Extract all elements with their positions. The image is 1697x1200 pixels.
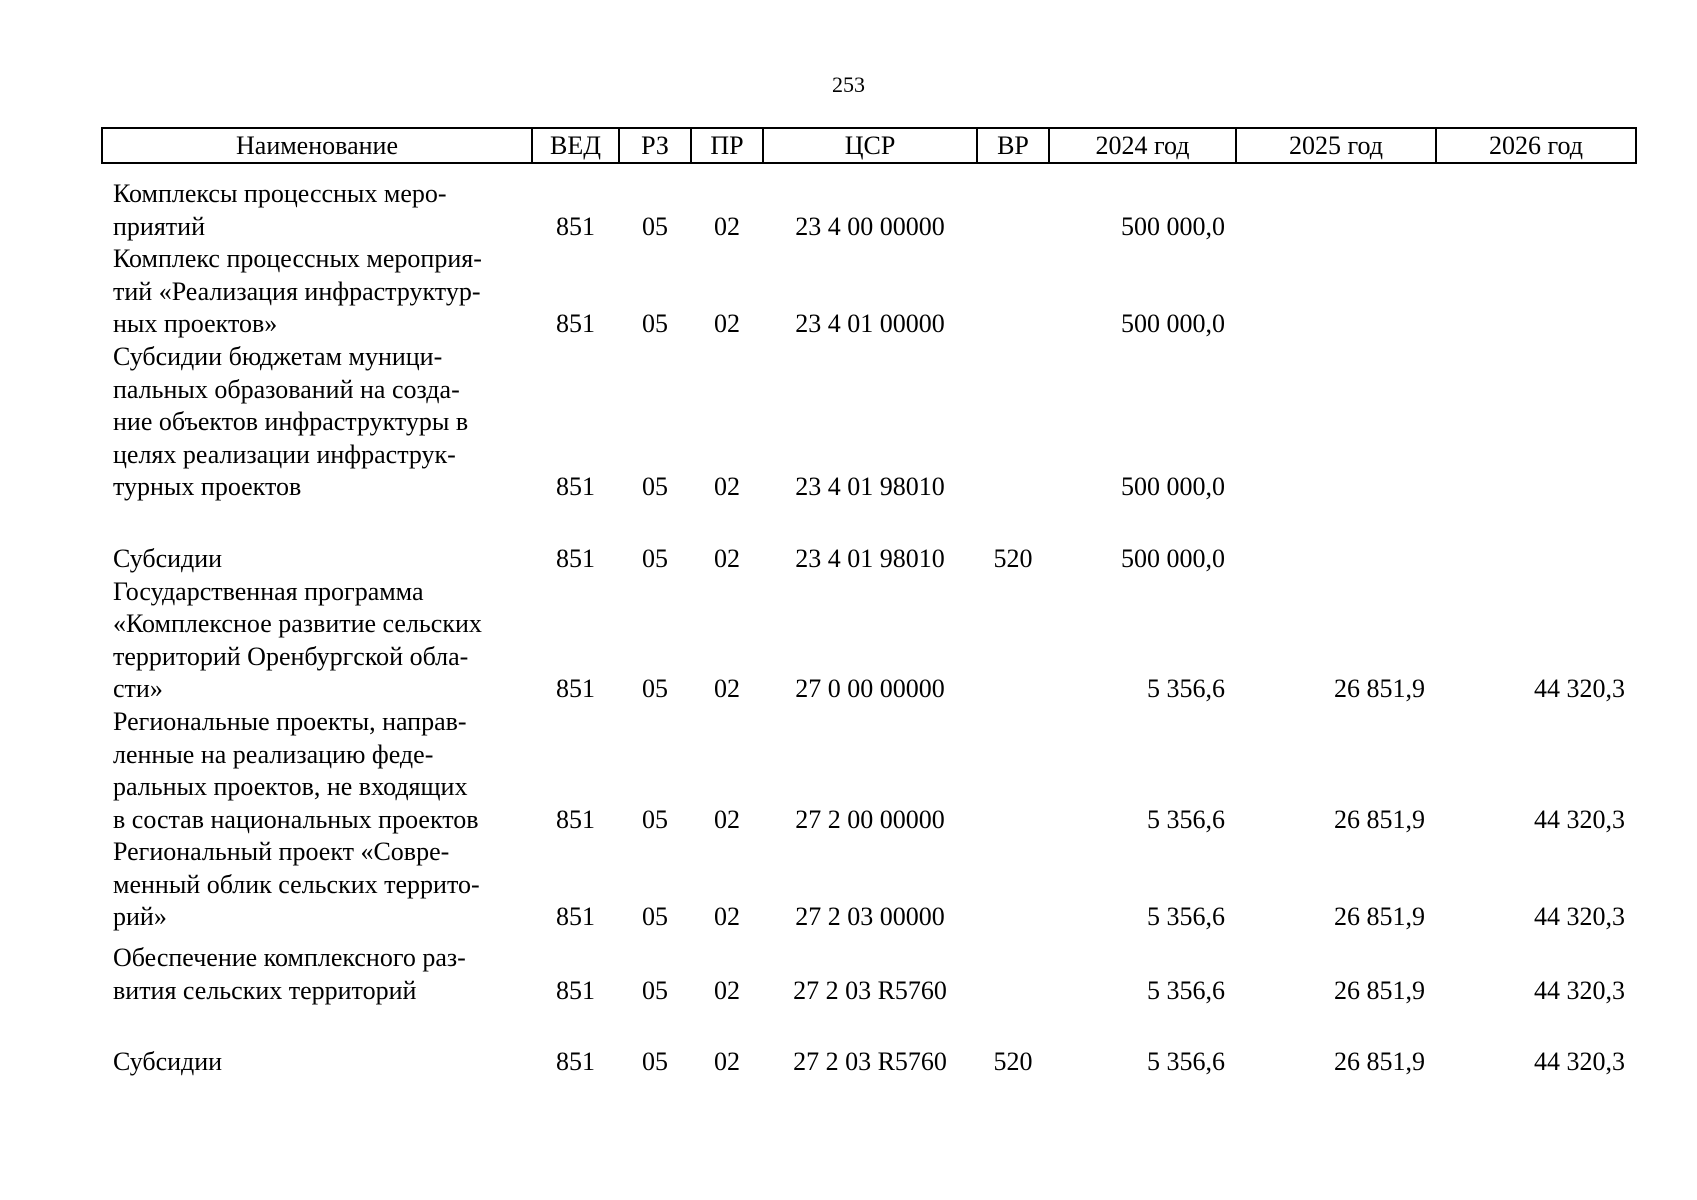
cell-rz: 05: [642, 975, 668, 1005]
cell-y2024: 5 356,6: [1147, 804, 1225, 834]
cell-name-line: Субсидии: [113, 543, 223, 573]
cell-y2025: 26 851,9: [1334, 674, 1425, 704]
cell-pr: 02: [714, 804, 740, 834]
cell-name-line: целях реализации инфраструк-: [113, 439, 456, 469]
cell-name-line: ральных проектов, не входящих: [113, 772, 468, 802]
cell-vr: 520: [993, 1047, 1033, 1077]
cell-ved: 851: [556, 309, 595, 339]
header-vr: ВР: [977, 128, 1049, 163]
cell-y2026: [1436, 504, 1636, 576]
cell-rz: 05: [642, 472, 668, 502]
cell-y2026: 44 320,3: [1534, 804, 1625, 834]
cell-csr: 23 4 01 98010: [795, 472, 945, 502]
budget-table: [101, 127, 1637, 1079]
cell-name-line: сти»: [113, 674, 163, 704]
cell-name: [102, 1007, 532, 1079]
cell-y2026: 44 320,3: [1534, 674, 1625, 704]
cell-y2025: 26 851,9: [1334, 975, 1425, 1005]
cell-name-line: Субсидии бюджетам муници-: [113, 341, 443, 371]
cell-vr: [977, 243, 1049, 341]
cell-ved: 851: [556, 975, 595, 1005]
cell-name-line: ние объектов инфраструктуры в: [113, 407, 469, 437]
cell-name-line: приятий: [113, 211, 205, 241]
table-row: [102, 341, 1636, 504]
cell-name-line: турных проектов: [113, 472, 302, 502]
cell-y2025: 26 851,9: [1334, 902, 1425, 932]
table-row: [102, 163, 1636, 243]
table-row: [102, 243, 1636, 341]
cell-name: [102, 836, 532, 934]
cell-y2025: [1236, 243, 1436, 341]
table-row: [102, 706, 1636, 836]
cell-ved: 851: [556, 211, 595, 241]
cell-name: [102, 934, 532, 1007]
cell-csr: 23 4 00 00000: [795, 211, 945, 241]
table-body: [102, 163, 1636, 1079]
cell-rz: 05: [642, 1047, 668, 1077]
cell-name-line: территорий Оренбургской обла-: [113, 641, 469, 671]
cell-name-line: Государственная программа: [113, 576, 424, 606]
cell-y2024: 5 356,6: [1147, 902, 1225, 932]
table-row: [102, 836, 1636, 934]
cell-name-line: в состав национальных проектов: [113, 804, 479, 834]
cell-name-line: тий «Реализация инфраструктур-: [113, 276, 481, 306]
cell-rz: 05: [642, 804, 668, 834]
cell-vr: [977, 163, 1049, 243]
cell-name: [102, 163, 532, 243]
cell-ved: 851: [556, 804, 595, 834]
cell-y2026: [1436, 341, 1636, 504]
cell-name: [102, 706, 532, 836]
cell-name: [102, 576, 532, 706]
header-name: Наименование: [102, 128, 532, 163]
table-header: [102, 128, 1636, 163]
cell-pr: 02: [714, 902, 740, 932]
cell-vr: [977, 576, 1049, 706]
header-row: [102, 128, 1636, 163]
cell-ved: 851: [556, 472, 595, 502]
header-csr: ЦСР: [763, 128, 977, 163]
header-2024: 2024 год: [1049, 128, 1236, 163]
cell-csr: 23 4 01 00000: [795, 309, 945, 339]
cell-y2025: 26 851,9: [1334, 804, 1425, 834]
cell-y2024: 500 000,0: [1121, 309, 1225, 339]
cell-y2024: 500 000,0: [1121, 211, 1225, 241]
cell-pr: 02: [714, 543, 740, 573]
cell-name: [102, 341, 532, 504]
cell-name: [102, 243, 532, 341]
header-2025: 2025 год: [1236, 128, 1436, 163]
cell-y2026: 44 320,3: [1534, 975, 1625, 1005]
cell-name-line: менный облик сельских террито-: [113, 869, 480, 899]
cell-name-line: рий»: [113, 902, 167, 932]
cell-csr: 23 4 01 98010: [795, 543, 945, 573]
cell-vr: [977, 341, 1049, 504]
cell-name-line: ных проектов»: [113, 309, 278, 339]
cell-y2024: 5 356,6: [1147, 1047, 1225, 1077]
cell-y2026: [1436, 243, 1636, 341]
header-ved: ВЕД: [532, 128, 619, 163]
table-row: [102, 1007, 1636, 1079]
cell-y2024: 500 000,0: [1121, 543, 1225, 573]
cell-rz: 05: [642, 309, 668, 339]
cell-y2024: 5 356,6: [1147, 674, 1225, 704]
table-row: [102, 934, 1636, 1007]
cell-y2024: 500 000,0: [1121, 472, 1225, 502]
cell-ved: 851: [556, 543, 595, 573]
table-row: [102, 504, 1636, 576]
cell-ved: 851: [556, 1047, 595, 1077]
cell-vr: [977, 836, 1049, 934]
cell-name-line: Обеспечение комплексного раз-: [113, 943, 466, 973]
cell-name-line: Региональный проект «Совре-: [113, 837, 450, 867]
cell-pr: 02: [714, 975, 740, 1005]
cell-name-line: «Комплексное развитие сельских: [113, 609, 482, 639]
cell-name: [102, 504, 532, 576]
cell-y2026: 44 320,3: [1534, 1047, 1625, 1077]
cell-csr: 27 0 00 00000: [795, 674, 945, 704]
cell-name-line: ленные на реализацию феде-: [113, 739, 434, 769]
cell-rz: 05: [642, 674, 668, 704]
cell-ved: 851: [556, 674, 595, 704]
cell-y2026: [1436, 163, 1636, 243]
cell-csr: 27 2 03 R5760: [793, 1047, 947, 1077]
cell-vr: [977, 706, 1049, 836]
cell-csr: 27 2 00 00000: [795, 804, 945, 834]
cell-name-line: Комплексы процессных меро-: [113, 179, 447, 208]
cell-name-line: Региональные проекты, направ-: [113, 706, 467, 736]
cell-name-line: вития сельских территорий: [113, 975, 417, 1005]
cell-csr: 27 2 03 R5760: [793, 975, 947, 1005]
cell-rz: 05: [642, 211, 668, 241]
header-pr: ПР: [691, 128, 763, 163]
cell-pr: 02: [714, 309, 740, 339]
cell-y2026: 44 320,3: [1534, 902, 1625, 932]
cell-y2025: [1236, 504, 1436, 576]
cell-rz: 05: [642, 543, 668, 573]
cell-rz: 05: [642, 902, 668, 932]
cell-ved: 851: [556, 902, 595, 932]
cell-pr: 02: [714, 211, 740, 241]
cell-vr: [977, 934, 1049, 1007]
cell-y2024: 5 356,6: [1147, 975, 1225, 1005]
cell-pr: 02: [714, 674, 740, 704]
header-rz: РЗ: [619, 128, 691, 163]
header-2026: 2026 год: [1436, 128, 1636, 163]
cell-y2025: 26 851,9: [1334, 1047, 1425, 1077]
page-number: 253: [832, 72, 865, 97]
cell-vr: 520: [993, 543, 1033, 573]
cell-y2025: [1236, 163, 1436, 243]
table-row: [102, 576, 1636, 706]
cell-name-line: Субсидии: [113, 1047, 223, 1077]
cell-pr: 02: [714, 1047, 740, 1077]
cell-y2025: [1236, 341, 1436, 504]
cell-csr: 27 2 03 00000: [795, 902, 945, 932]
cell-pr: 02: [714, 472, 740, 502]
cell-name-line: Комплекс процессных мероприя-: [113, 244, 482, 274]
cell-name-line: пальных образований на созда-: [113, 374, 460, 404]
